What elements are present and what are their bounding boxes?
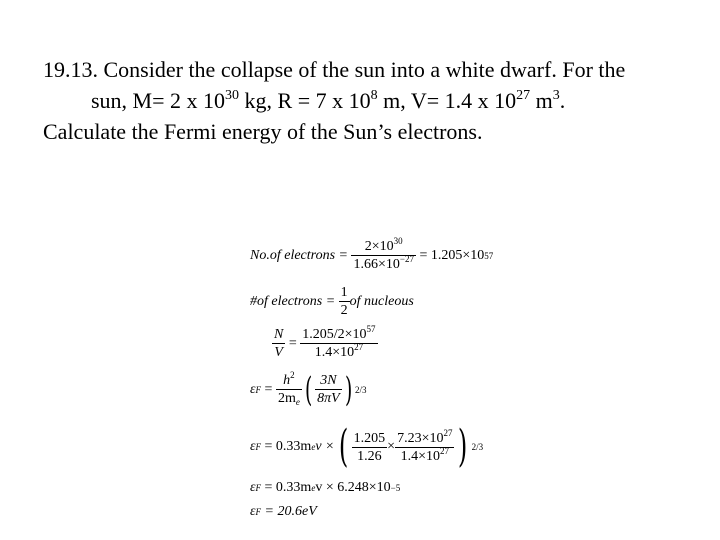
eq5-epsilon-sub: F [255,442,262,452]
eq3-lhs-fraction [272,326,285,361]
eq3-numerator-exp: 57 [366,324,376,334]
eq3-lhs-numerator: N [274,327,284,342]
eq3-numerator: 1.205/2×10 [302,327,367,342]
eq4-m-sub: e [295,397,300,407]
equation-fermi-formula: ε F = $\frac{h^2}{2m_e}$ ( $\frac{3N}{8\pi V}$ ) 2/3 [250,369,367,410]
problem-statement [43,54,625,147]
eq3-rhs-fraction [300,326,377,361]
eq4-epsilon-sub: F [255,384,262,395]
eq5-f2-denominator: 1.4×10 [400,448,440,464]
eq1-lhs: No.of electrons = [250,247,348,263]
eq1-fraction [351,238,415,273]
eq1-rhs: = 1.205×10 [419,247,485,263]
eq1-numerator: 2×10 [364,239,394,254]
eq6-epsilon: ε [250,480,256,495]
equation-fermi-result [250,504,317,520]
eq2-numerator: 1 [340,285,348,300]
eq4-equals: = [264,381,273,397]
eq5-fraction-2 [395,427,454,465]
eq4-2m: 2m [277,391,296,406]
eq4-h: h [283,373,291,388]
eq5-times: × [387,439,396,454]
eq5-right-paren: ) [458,421,468,472]
eq5-f2-numerator-exp: 27 [443,427,453,438]
equation-nucleon-ratio [250,284,414,319]
eq2-denominator: 2 [340,303,348,318]
eq4-density-fraction [315,372,342,407]
text-period: . [559,88,566,113]
eq5-f2-denominator-exp: 27 [439,445,449,456]
eq5-epsilon: ε [250,439,256,454]
equation-number-density [272,326,378,361]
eq1-denominator: 1.66×10 [353,257,400,272]
eq4-3n: 3N [320,373,337,388]
exp-unit: 3 [552,88,560,103]
eq2-lhs: #of electrons = [250,293,336,309]
eq5-v: v × [315,439,335,454]
eq3-lhs-denominator: V [274,345,283,360]
problem-line-2 [43,85,625,116]
eq3-denominator-exp: 27 [354,342,364,352]
text-unit: m [530,88,553,113]
exp-radius: 8 [370,88,378,103]
eq6-epsilon-sub: F [255,483,262,493]
eq4-epsilon: ε [250,381,256,397]
text-sun-mass: sun, M= 2 x 10 [91,88,226,113]
equation-fermi-substituted: ε F = 0.33m e v × ( $\frac{1.205}{1.26}$ × $\frac{7.23\times 10^{27}}{1.4\times 10^{27}}$ ) 2/3 [250,421,484,472]
eq5-m-sub: e [311,442,316,452]
eq5-coefficient: = 0.33m [264,439,312,454]
eq6-value: v × 6.248×10 [315,480,391,495]
problem-line-1: 19.13. Consider the collapse of the sun into a white dwarf. For the [43,57,626,82]
eq6-coefficient: = 0.33m [264,480,312,495]
eq4-8piv: 8πV [317,391,340,406]
eq4-right-paren: ) [344,369,352,410]
equation-electron-count: No.of electrons = $\frac{2\times 10^{30}}{1.66\times 10^{-27}}$ = 1.205×10 57 [250,236,494,272]
eq5-fraction-1 [352,430,388,465]
text-volume: m, V= 1.4 x 10 [377,88,517,113]
equation-fermi-simplified: ε F = 0.33m e v × 6.248×10 −5 [250,480,401,495]
text-radius: kg, R = 7 x 10 [239,88,371,113]
eq7-result: = 20.6eV [264,504,317,519]
exp-volume: 27 [516,88,531,103]
eq4-left-paren: ( [304,369,313,410]
eq1-denominator-exp: −27 [399,254,414,264]
eq5-left-paren: ( [338,421,348,472]
exp-mass: 30 [225,88,240,103]
eq6-m-sub: e [311,483,316,493]
eq4-planck-fraction [276,372,302,407]
eq7-epsilon-sub: F [255,507,262,517]
problem-line-3: Calculate the Fermi energy of the Sun’s electrons. [43,119,483,144]
eq5-f1-numerator: 1.205 [353,430,386,446]
eq4-h-exp: 2 [290,370,295,380]
eq5-f2-numerator: 7.23×10 [397,430,444,446]
eq3-denominator: 1.4×10 [314,345,355,360]
eq3-equals: = [288,335,297,351]
eq5-f1-denominator: 1.26 [357,448,382,464]
eq7-epsilon: ε [250,504,256,519]
eq2-fraction [339,284,350,319]
eq1-numerator-exp: 30 [393,236,403,246]
eq2-rhs: of nucleous [349,293,414,309]
